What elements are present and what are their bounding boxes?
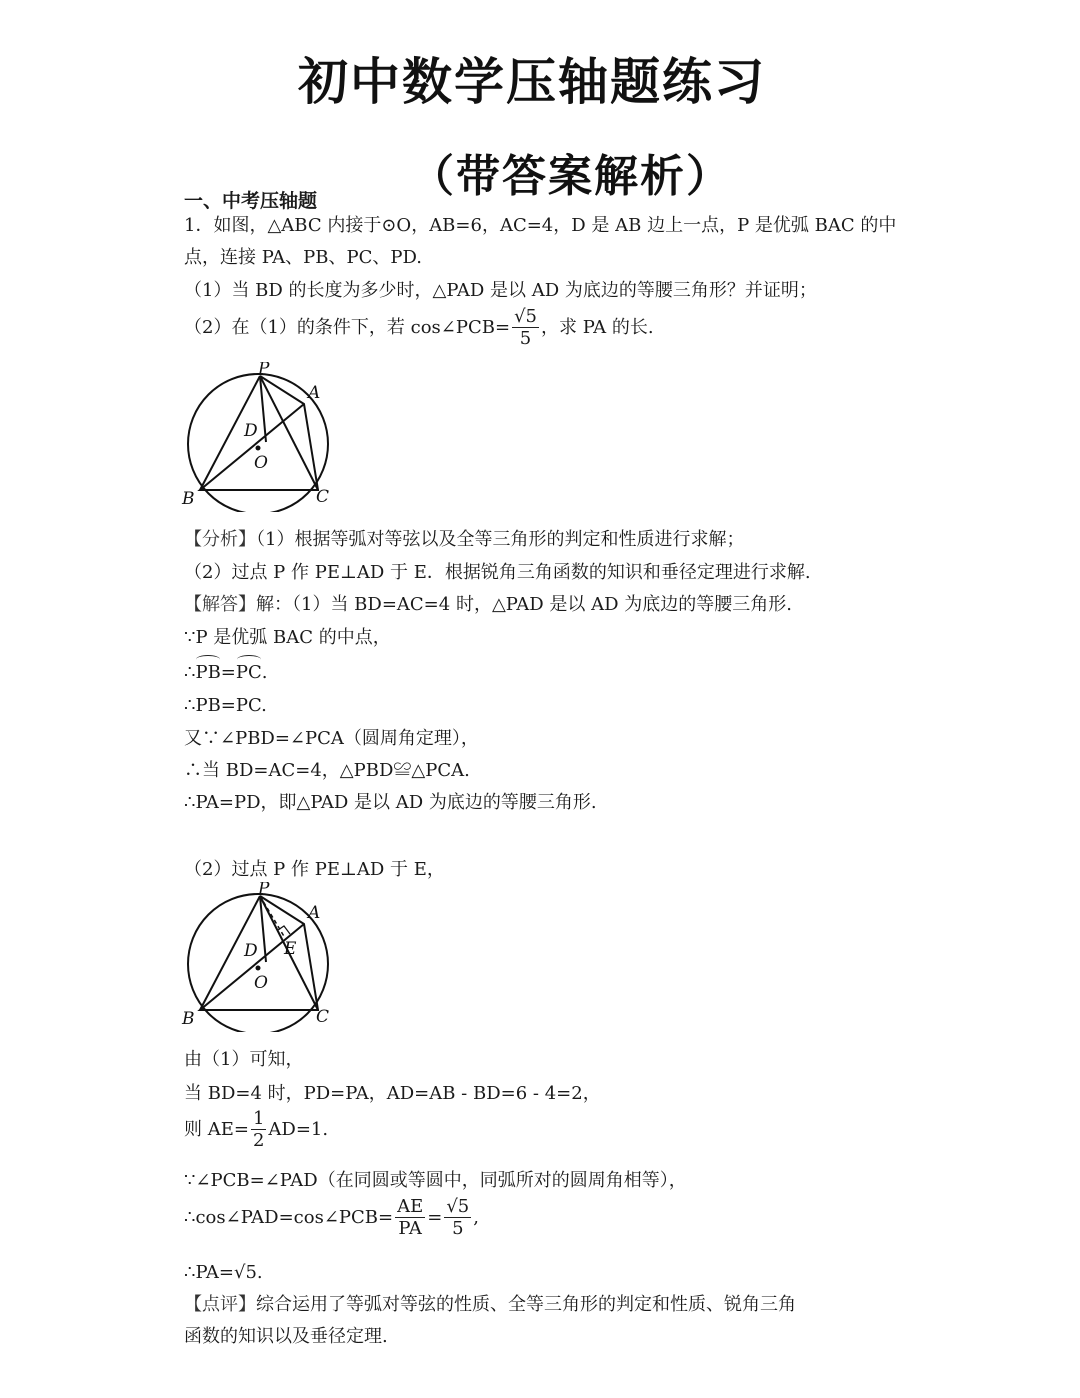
analysis-text-1: （1）根据等弧对等弦以及全等三角形的判定和性质进行求解； (256, 529, 745, 550)
question-1: （1）当 BD 的长度为多少时，△PAD 是以 AD 为底边的等腰三角形？并证明； (184, 280, 817, 301)
fraction (512, 308, 539, 348)
comment-line-1 (184, 1293, 796, 1317)
center-dot (256, 446, 261, 451)
page-title: 初中数学压轴题练习 (298, 53, 766, 111)
solution-line-6: ∴当 BD=AC=4，△PBD≌△PCA. (184, 760, 470, 781)
solution-line-4: ∴PB=PC. (184, 695, 267, 716)
equals: = (427, 1207, 443, 1228)
equals: = (220, 662, 236, 683)
solution-line-1 (184, 593, 792, 617)
comma: , (473, 1207, 479, 1228)
solution-line-5: 又∵∠PBD=∠PCA（圆周角定理）， (184, 728, 479, 749)
problem-line-1: 1．如图，△ABC 内接于⊙O，AB=6，AC=4，D 是 AB 边上一点，P 是优弧 BAC 的中 (184, 215, 897, 236)
part2-line-5: ∵∠PCB=∠PAD（在同圆或等圆中，同弧所对的圆周角相等）， (184, 1170, 687, 1191)
label-a: A (308, 383, 321, 403)
fraction-denominator: 5 (519, 328, 532, 349)
therefore-symbol: ∴ (184, 662, 196, 683)
analysis-line-2: （2）过点 P 作 PE⊥AD 于 E．根据锐角三角函数的知识和垂径定理进行求解. (184, 562, 811, 583)
comment-tag: 【点评】 (184, 1294, 256, 1315)
part2-line-6 (184, 1198, 479, 1238)
fraction-ae-pa (395, 1198, 425, 1238)
fraction-half (251, 1110, 266, 1150)
question-2 (184, 308, 654, 348)
fraction-sqrt5-5 (444, 1198, 471, 1238)
solution-line-3 (184, 661, 268, 685)
analysis-tag: 【分析】 (184, 529, 256, 550)
part2-line-4-prefix: 则 AE= (184, 1119, 249, 1140)
arc-pc: PC (235, 662, 262, 683)
part2-line-4-suffix: AD=1. (268, 1119, 329, 1140)
solution-text-1: 解：（1）当 BD=AC=4 时，△PAD 是以 AD 为底边的等腰三角形. (256, 594, 792, 615)
label-a: A (308, 903, 321, 923)
part2-line-3: 当 BD=4 时，PD=PA，AD=AB - BD=6 - 4=2， (184, 1083, 601, 1104)
label-c: C (316, 487, 330, 507)
label-e: E (284, 939, 297, 959)
label-d: D (244, 941, 258, 961)
part2-line-6-prefix: ∴cos∠PAD=cos∠PCB= (184, 1207, 394, 1228)
arc-pb: PB (195, 662, 221, 683)
period: . (261, 662, 268, 683)
label-b: B (182, 489, 195, 509)
geometry-figure-1 (180, 362, 340, 512)
fraction-denominator: PA (398, 1218, 422, 1239)
section-heading: 一、中考压轴题 (184, 190, 318, 212)
label-p: P (258, 362, 270, 379)
part2-line-2: 由（1）可知， (184, 1049, 304, 1070)
comment-text-1: 综合运用了等弧对等弦的性质、全等三角形的判定和性质、锐角三角 (256, 1294, 796, 1315)
question-2-suffix: ，求 PA 的长. (540, 317, 654, 338)
label-d: D (244, 421, 258, 441)
label-o: O (254, 453, 268, 473)
solution-line-7: ∴PA=PD，即△PAD 是以 AD 为底边的等腰三角形. (184, 792, 597, 813)
label-b: B (182, 1009, 195, 1029)
label-c: C (316, 1007, 330, 1027)
question-2-prefix: （2）在（1）的条件下，若 cos∠PCB= (184, 317, 511, 338)
fraction-numerator: √5 (514, 306, 537, 327)
part2-line-1: （2）过点 P 作 PE⊥AD 于 E， (184, 859, 445, 880)
label-o: O (254, 973, 268, 993)
geometry-figure-2 (180, 882, 340, 1032)
fraction-numerator: 1 (252, 1108, 265, 1129)
solution-line-2: ∵P 是优弧 BAC 的中点， (184, 627, 391, 648)
analysis-line-1 (184, 528, 744, 552)
fraction-denominator: 2 (252, 1130, 265, 1151)
center-dot (256, 966, 261, 971)
fraction-denominator: 5 (452, 1218, 464, 1239)
page-subtitle: （带答案解析） (410, 151, 732, 202)
fraction-numerator: √5 (446, 1196, 470, 1217)
part2-line-7: ∴PA=√5. (184, 1262, 263, 1283)
comment-line-2: 函数的知识以及垂径定理. (184, 1326, 388, 1347)
problem-line-2: 点，连接 PA、PB、PC、PD. (184, 247, 423, 268)
label-p: P (258, 882, 270, 899)
solution-tag: 【解答】 (184, 594, 256, 615)
part2-line-4 (184, 1110, 328, 1150)
fraction-numerator: AE (397, 1196, 424, 1217)
